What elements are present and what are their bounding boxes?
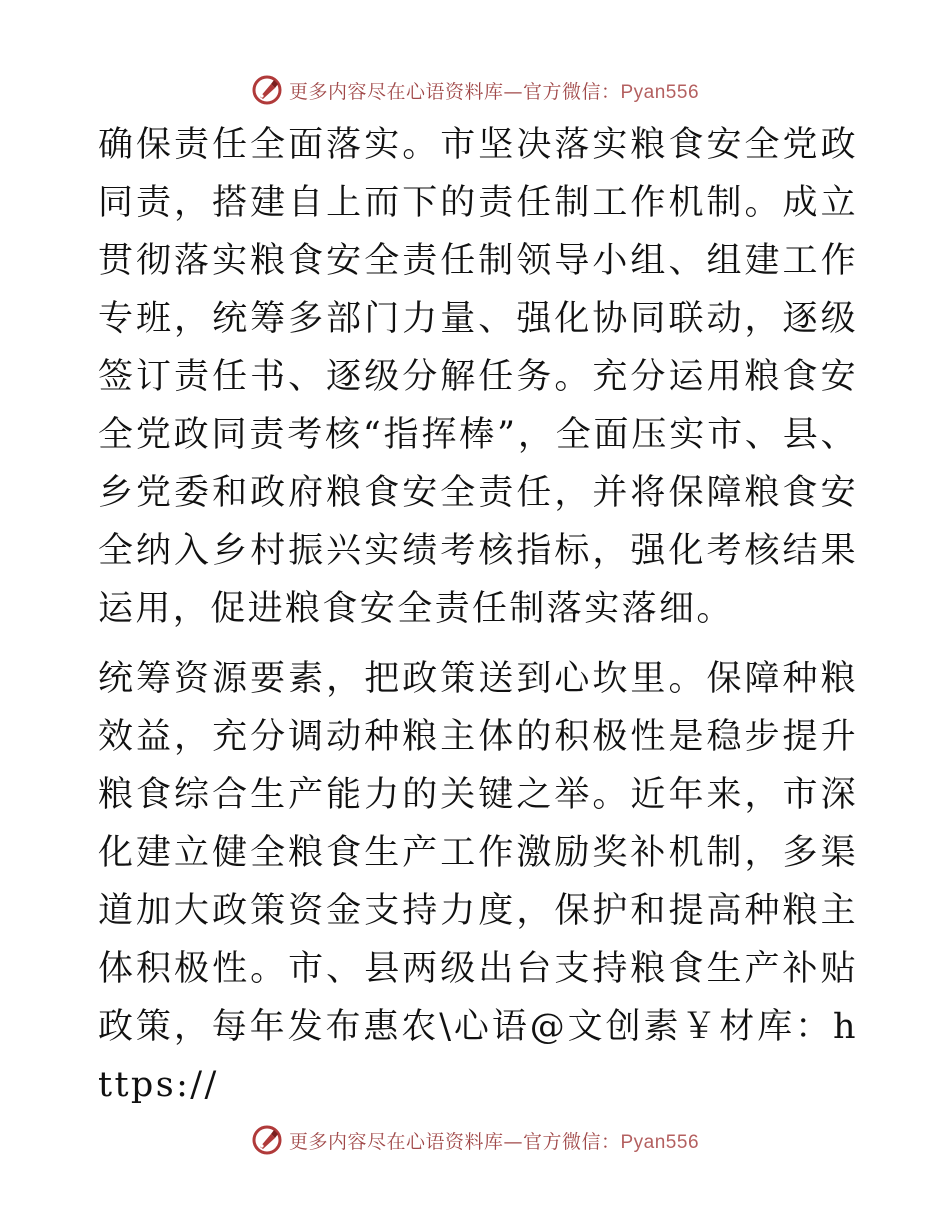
pen-nib-circle-logo-icon <box>251 74 283 106</box>
body-paragraph-2: 统筹资源要素，把政策送到心坎里。保障种粮效益，充分调动种粮主体的积极性是稳步提升粮食综合生产能力的关键之举。近年来，市深化建立健全粮食生产工作激励奖补机制，多渠道加大政策资金支持力度，保护和提高种粮主体积极性。市、县两级出台支持粮食生产补贴政策，每年发布惠农\心语@文创素￥材库：https:// <box>98 659 858 1105</box>
banner-site-text: 更多内容尽在心语资料库—官方微信： <box>288 80 621 103</box>
banner-text <box>289 77 699 104</box>
document-body <box>98 116 858 1114</box>
banner-site-text: 更多内容尽在心语资料库—官方微信： <box>288 1130 621 1153</box>
banner-wechat-id: Pyan556 <box>620 81 700 103</box>
banner-text <box>289 1127 699 1154</box>
pen-nib-circle-logo-icon <box>251 1124 283 1156</box>
banner-wechat-id: Pyan556 <box>620 1131 700 1153</box>
footer-banner <box>0 1120 950 1160</box>
header-banner <box>0 70 950 110</box>
body-paragraph-1: 确保责任全面落实。市坚决落实粮食安全党政同责，搭建自上而下的责任制工作机制。成立贯彻落实粮食安全责任制领导小组、组建工作专班，统筹多部门力量、强化协同联动，逐级签订责任书、逐级分解任务。充分运用粮食安全党政同责考核“指挥棒”，全面压实市、县、乡党委和政府粮食安全责任，并将保障粮食安全纳入乡村振兴实绩考核指标，强化考核结果运用，促进粮食安全责任制落实落细。 <box>98 125 858 629</box>
